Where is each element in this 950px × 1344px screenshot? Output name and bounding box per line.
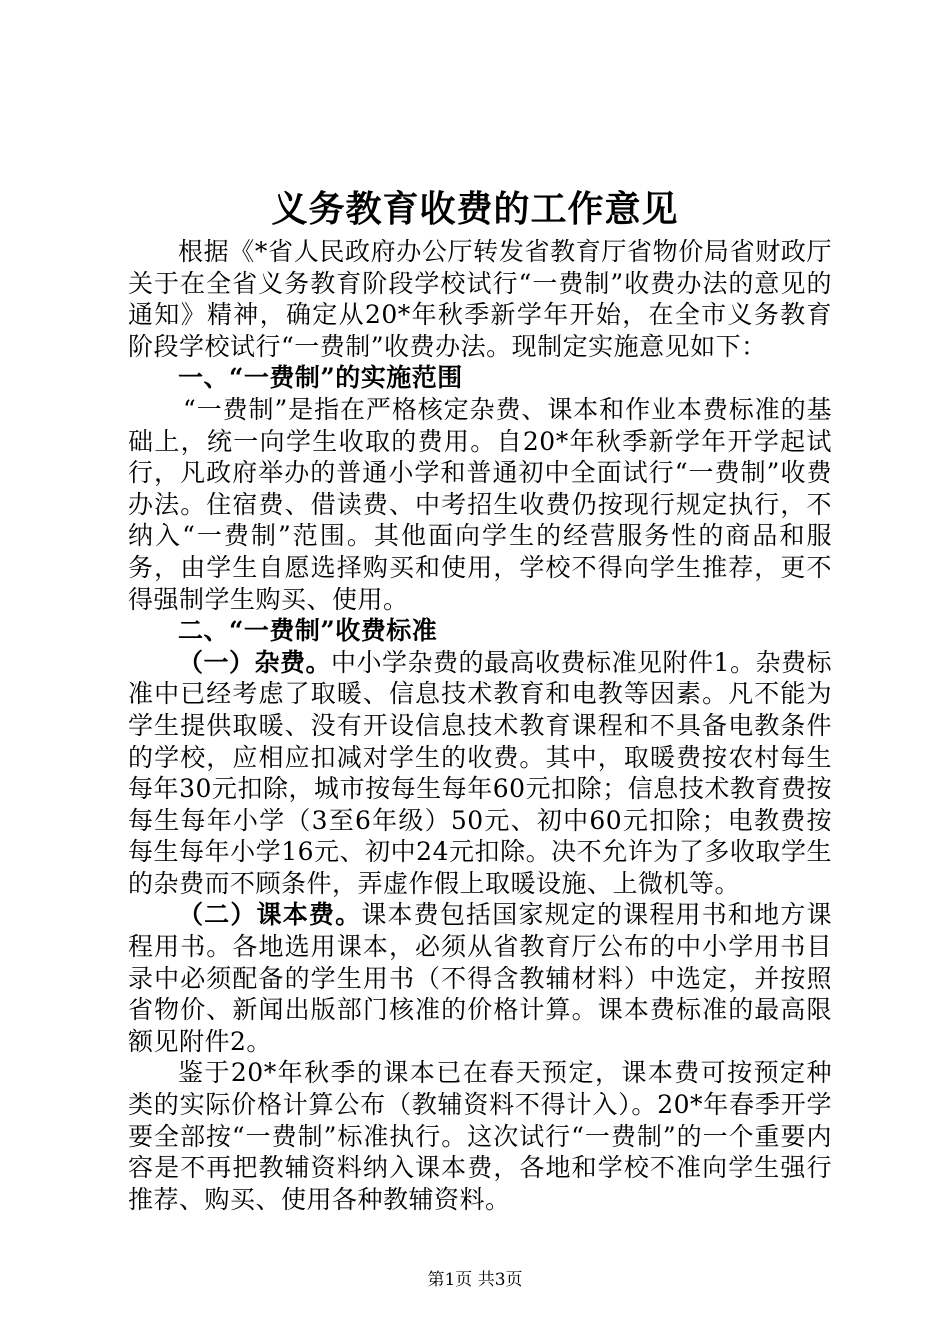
intro-paragraph: 根据《*省人民政府办公厅转发省教育厅省物价局省财政厅关于在全省义务教育阶段学校试行“一费制”收费办法的意见的通知》精神，确定从20*年秋季新学年开始，在全市义务教育阶段学校试行“一费制”收费办法。现制定实施意见如下：	[128, 237, 832, 361]
section-heading-scope: 一、“一费制”的实施范围	[178, 363, 463, 393]
misc-fee-paragraph	[128, 647, 832, 900]
page-footer: 第1页 共3页	[427, 1270, 523, 1290]
document-title: 义务教育收费的工作意见	[271, 188, 679, 230]
misc-fee-label: （一）杂费。	[178, 647, 332, 677]
section-heading-standards: 二、“一费制”收费标准	[178, 616, 438, 646]
textbook-fee-paragraph	[128, 899, 832, 1057]
misc-fee-text: 中小学杂费的最高收费标准见附件1。杂费标准中已经考虑了取暖、信息技术教育和电教等因素。凡不能为学生提供取暖、没有开设信息技术教育课程和不具备电教条件的学校，应相应扣减对学生的收费。其中，取暖费按农村每生每年30元扣除，城市按每生每年60元扣除；信息技术教育费按每生每年小学（3至6年级）50元、初中60元扣除；电教费按每生每年小学16元、初中24元扣除。决不允许为了多收取学生的杂费而不顾条件，弄虚作假上取暖设施、上微机等。	[128, 647, 832, 898]
textbook-fee-label: （二）课本费。	[178, 900, 362, 930]
autumn-paragraph: 鉴于20*年秋季的课本已在春天预定，课本费可按预定种类的实际价格计算公布（教辅资料不得计入）。20*年春季开学要全部按“一费制”标准执行。这次试行“一费制”的一个重要内容是不再把教辅资料纳入课本费，各地和学校不准向学生强行推荐、购买、使用各种教辅资料。	[128, 1058, 832, 1214]
scope-paragraph: “一费制”是指在严格核定杂费、课本和作业本费标准的基础上，统一向学生收取的费用。自20*年秋季新学年开学起试行，凡政府举办的普通小学和普通初中全面试行“一费制”收费办法。住宿费、借读费、中考招生收费仍按现行规定执行，不纳入“一费制”范围。其他面向学生的经营服务性的商品和服务，由学生自愿选择购买和使用，学校不得向学生推荐，更不得强制学生购买、使用。	[128, 394, 832, 614]
document-body	[128, 236, 832, 1215]
textbook-fee-text: 课本费包括国家规定的课程用书和地方课程用书。各地选用课本，必须从省教育厅公布的中小学用书目录中必须配备的学生用书（不得含教辅材料）中选定，并按照省物价、新闻出版部门核准的价格计算。课本费标准的最高限额见附件2。	[128, 900, 832, 1056]
